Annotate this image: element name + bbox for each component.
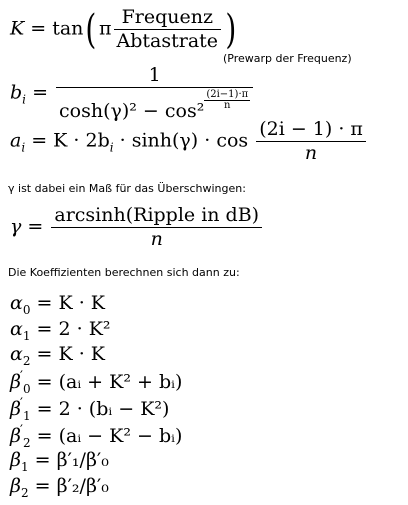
- coefficient-sub: 2: [22, 436, 31, 450]
- coefficient-5: [10, 424, 182, 449]
- formula-k-fraction: [114, 8, 222, 51]
- coefficient-sub: 1: [22, 409, 31, 423]
- coefficient-rhs: = (aᵢ − K² − bᵢ): [36, 425, 183, 447]
- coefficient-var: β: [10, 449, 21, 471]
- coefficient-1: [10, 320, 111, 342]
- formula-gamma-denominator: n: [150, 228, 163, 250]
- coefficients-description: Die Koeffizienten berechnen sich dann zu:: [8, 266, 240, 279]
- formula-k-eq: =: [30, 17, 47, 40]
- coefficient-rhs: = K · K: [36, 343, 105, 365]
- formula-k-fn: tan: [52, 17, 84, 40]
- coefficient-sub: 1: [20, 460, 29, 474]
- formula-a-numerator: (2i − 1) · π: [256, 120, 366, 142]
- coefficient-3: [10, 370, 182, 395]
- coefficient-6: [10, 451, 109, 473]
- coefficient-var: β: [10, 371, 21, 393]
- coefficient-sub: 2: [22, 354, 31, 368]
- formula-k: [10, 8, 239, 51]
- coefficient-sub: 2: [20, 486, 29, 500]
- formula-b-small-num: (2i−1)·π: [206, 89, 249, 100]
- coefficient-var: β: [10, 425, 21, 447]
- formula-b-numerator: 1: [56, 66, 253, 88]
- formula-a: [10, 120, 368, 163]
- formula-a-rhs-sub: i: [109, 140, 114, 155]
- formula-gamma-fraction: [51, 206, 262, 249]
- gamma-description: γ ist dabei ein Maß für das Überschwingen:: [8, 182, 246, 195]
- coefficient-prime: ′: [19, 369, 23, 384]
- coefficient-sub: 0: [22, 382, 31, 396]
- formula-a-rhs: = K · 2b: [31, 129, 110, 152]
- coefficient-rhs: = β′₁/β′₀: [34, 449, 109, 471]
- formula-a-lhs: a: [10, 129, 22, 152]
- coefficient-rhs: = 2 · K²: [36, 318, 111, 340]
- formula-b-lhs-sub: i: [22, 92, 27, 107]
- formula-b-lhs: b: [10, 81, 23, 104]
- formula-gamma-numerator: arcsinh(Ripple in dB): [51, 206, 262, 228]
- formula-k-pi: π: [99, 17, 112, 40]
- formula-gamma-lhs: γ: [10, 215, 22, 238]
- coefficient-var: β: [10, 475, 21, 497]
- formula-b: $b_i$ = 1 cosh(γ)² − cos² $\frac{(2i-1)\cdot\pi}{n}$: [10, 66, 255, 121]
- left-paren: (: [85, 6, 97, 53]
- formula-gamma: γ = $\frac{\text{arcsinh(Ripple in dB)}}{n}$: [10, 206, 264, 249]
- coefficient-rhs: = K · K: [36, 292, 105, 314]
- right-paren: ): [225, 6, 237, 53]
- formula-k-numerator: Frequenz: [114, 8, 222, 30]
- coefficient-prime: ′: [19, 423, 23, 438]
- coefficient-rhs: = (aᵢ + K² + bᵢ): [36, 371, 183, 393]
- coefficient-prime: ′: [19, 396, 23, 411]
- coefficient-rhs: = β′₂/β′₀: [34, 475, 109, 497]
- formula-b-den-main: cosh(γ)² − cos²: [59, 100, 205, 122]
- coefficient-var: α: [10, 292, 23, 314]
- coefficient-var: β: [10, 398, 21, 420]
- coefficient-var: α: [10, 343, 23, 365]
- formula-b-denominator: [56, 88, 253, 121]
- formula-b-small-fraction: [204, 90, 250, 111]
- formula-a-lhs-sub: i: [21, 140, 26, 155]
- coefficient-sub: 1: [22, 329, 31, 343]
- formula-k-lhs: K: [10, 17, 25, 40]
- formula-a-rhs-tail: · sinh(γ) · cos: [119, 129, 249, 152]
- coefficient-0: [10, 294, 105, 316]
- formula-b-small-den: n: [224, 100, 231, 111]
- formula-b-fraction: [56, 66, 253, 121]
- coefficient-sub: 0: [22, 303, 31, 317]
- coefficient-4: [10, 397, 169, 422]
- coefficient-2: [10, 345, 105, 367]
- coefficient-var: α: [10, 318, 23, 340]
- coefficient-rhs: = 2 · (bᵢ − K²): [36, 398, 170, 420]
- formula-a-fraction: [256, 120, 366, 163]
- formula-k-denominator: Abtastrate: [116, 30, 219, 52]
- coefficient-7: [10, 477, 109, 499]
- prewarp-note: (Prewarp der Frequenz): [223, 52, 352, 65]
- formula-a-denominator: n: [304, 142, 318, 164]
